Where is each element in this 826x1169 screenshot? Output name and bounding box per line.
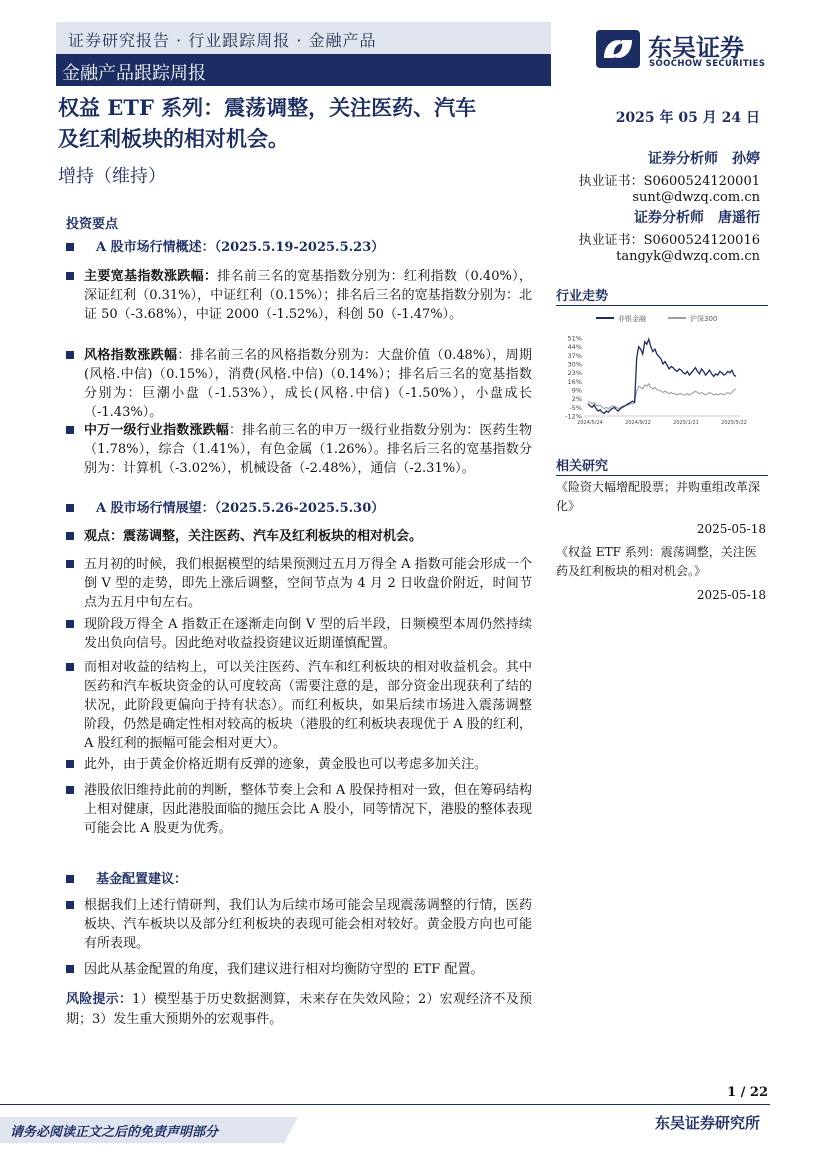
list-item: 港股依旧维持此前的判断，整体节奏上会和 A 股保持相对一致，但在筹码结构上相对健康，因此港股面临的抛压会比 A 股小，同等情况下，港股的整体表现可能会比 A 股更为优秀。 bbox=[66, 781, 532, 838]
y-tick-label: 44% bbox=[567, 343, 582, 352]
list-item: 现阶段万得全 A 指数正在逐渐走向倒 V 型的后半段，日频模型本周仍然持续发出负向信号。因此绝对收益投资建议近期谨慎配置。 bbox=[66, 615, 532, 653]
disclaimer-band-corner bbox=[284, 1117, 298, 1143]
analyst-2-cert: 执业证书：S0600524120016 bbox=[578, 233, 760, 248]
x-tick-label: 2024/5/24 bbox=[577, 420, 603, 426]
y-tick-label: 30% bbox=[567, 360, 582, 369]
y-tick-label: 51% bbox=[567, 334, 582, 343]
series-line-沪深300 bbox=[588, 384, 736, 409]
trend-divider bbox=[556, 305, 768, 306]
list-item: 因此从基金配置的角度，我们建议进行相对均衡防守型的 ETF 配置。 bbox=[66, 960, 532, 979]
logo-cn: 东吴证券 bbox=[648, 34, 744, 62]
report-series-band bbox=[56, 54, 551, 86]
disclaimer-band bbox=[0, 1117, 284, 1143]
list-item: A 股市场行情概述：（2025.5.19-2025.5.23） bbox=[66, 238, 532, 257]
list-item: 五月初的时候，我们根据模型的结果预测过五月万得全 A 指数可能会形成一个倒 V 型的走势，即先上涨后调整，空间节点为 4 月 2 日收盘价附近，时间节点为五月中旬左右。 bbox=[66, 555, 532, 612]
analyst-1-role: 证券分析师 孙婷 bbox=[648, 151, 760, 167]
footer-divider bbox=[0, 1104, 770, 1105]
page-number: 1 / 22 bbox=[727, 1085, 768, 1100]
report-title-line1: 权益 ETF 系列：震荡调整，关注医药、汽车 bbox=[58, 95, 477, 120]
analyst-1-cert: 执业证书：S0600524120001 bbox=[578, 174, 760, 189]
disclaimer-note: 请务必阅读正文之后的免责声明部分 bbox=[10, 1125, 219, 1140]
list-item: 观点：震荡调整，关注医药、汽车及红利板块的相对机会。 bbox=[66, 527, 532, 546]
soochow-logo-icon bbox=[596, 30, 640, 68]
y-tick-label: -12% bbox=[565, 412, 582, 421]
bullet-square-icon bbox=[66, 620, 74, 628]
x-tick-label: 2025/5/22 bbox=[721, 420, 747, 426]
bullet-square-icon bbox=[66, 901, 74, 909]
trend-title: 行业走势 bbox=[556, 289, 609, 304]
y-tick-label: 37% bbox=[567, 351, 582, 360]
legend-label-0: 非银金融 bbox=[618, 315, 646, 323]
related-item-1-title[interactable]: 《险资大幅增配股票；并购重组改革深化》 bbox=[556, 480, 761, 513]
y-tick-label: -5% bbox=[569, 403, 582, 412]
report-category: 证券研究报告 · 行业跟踪周报 · 金融产品 bbox=[68, 31, 377, 50]
related-item-2-date: 2025-05-18 bbox=[696, 588, 766, 602]
report-series: 金融产品跟踪周报 bbox=[62, 63, 206, 84]
related-title: 相关研究 bbox=[556, 459, 609, 474]
list-item: 此外，由于黄金价格近期有反弹的迹象，黄金股也可以考虑多加关注。 bbox=[66, 755, 532, 774]
analyst-2-role: 证券分析师 唐遥衎 bbox=[634, 210, 760, 226]
list-item: 中万一级行业指数涨跌幅：排名前三名的申万一级行业指数分别为：医药生物（1.78%），综合（1.41%），有色金属（1.26%）。排名后三名的宽基指数分别为：计算机（-3.02%），机械设备（-2.48%），通信（-2.31%）。 bbox=[66, 421, 532, 478]
y-tick-label: 16% bbox=[567, 377, 582, 386]
bullet-square-icon bbox=[66, 504, 74, 512]
bullet-square-icon bbox=[66, 351, 74, 359]
report-title-line2: 及红利板块的相对机会。 bbox=[58, 126, 289, 151]
legend-label-1: 沪深300 bbox=[690, 315, 718, 323]
bullet-square-icon bbox=[66, 760, 74, 768]
points-title: 投资要点 bbox=[66, 217, 119, 232]
report-category-band bbox=[56, 22, 551, 54]
related-divider bbox=[556, 475, 768, 476]
x-tick-label: 2025/1/21 bbox=[673, 420, 699, 426]
list-item: 基金配置建议： bbox=[66, 870, 532, 889]
report-title bbox=[58, 92, 548, 154]
list-item: A 股市场行情展望：（2025.5.26-2025.5.30） bbox=[66, 499, 532, 518]
risk-warning: 风险提示：1）模型基于历史数据测算，未来存在失效风险；2）宏观经济不及预期；3）发生重大预期外的宏观事件。 bbox=[66, 992, 532, 1027]
series-line-非银金融 bbox=[588, 339, 736, 413]
company-logo bbox=[596, 28, 776, 72]
logo-en: SOOCHOW SECURITIES bbox=[649, 59, 766, 69]
rating: 增持（维持） bbox=[58, 166, 166, 187]
report-date: 2025 年 05 月 24 日 bbox=[615, 110, 760, 126]
y-tick-label: 9% bbox=[571, 386, 582, 395]
related-item-1-date: 2025-05-18 bbox=[696, 522, 766, 536]
list-item: 根据我们上述行情研判，我们认为后续市场可能会呈现震荡调整的行情，医药板块、汽车板块以及部分红利板块的表现可能会相对较好。黄金股方向也可能有所表现。 bbox=[66, 896, 532, 953]
list-item: 而相对收益的结构上，可以关注医药、汽车和红利板块的相对收益机会。其中医药和汽车板块资金的认可度较高（需要注意的是，部分资金出现获利了结的状况，此阶段更偏向于持有状态）。而红利板块，如果后续市场进入震荡调整阶段，仍然是确定性相对较高的板块（港股的红利板块表现优于 A 股的红利，A 股红利的振幅可能会相对更大）。 bbox=[66, 658, 532, 753]
list-item: 风格指数涨跌幅：排名前三名的风格指数分别为：大盘价值（0.48%），周期(风格.中信)（0.15%），消费(风格.中信)（0.14%）；排名后三名的宽基指数分别为：巨潮小盘（-1.53%），成长(风格.中信)（-1.50%），小盘成长（-1.43%）。 bbox=[66, 346, 532, 422]
related-item-2-title[interactable]: 《权益 ETF 系列：震荡调整，关注医药及红利板块的相对机会。》 bbox=[556, 545, 757, 578]
bullet-square-icon bbox=[66, 243, 74, 251]
bullet-square-icon bbox=[66, 426, 74, 434]
bullet-square-icon bbox=[66, 663, 74, 671]
trend-chart bbox=[556, 308, 768, 428]
bullet-square-icon bbox=[66, 272, 74, 280]
y-tick-label: 2% bbox=[571, 395, 582, 404]
bullet-square-icon bbox=[66, 875, 74, 883]
bullet-square-icon bbox=[66, 560, 74, 568]
x-tick-label: 2024/9/22 bbox=[625, 420, 651, 426]
bullet-square-icon bbox=[66, 965, 74, 973]
list-item: 主要宽基指数涨跌幅：排名前三名的宽基指数分别为：红利指数（0.40%），深证红利（0.31%），中证红利（0.15%）；排名后三名的宽基指数分别为：北证 50（-3.68%），中证 2000（-1.52%），科创 50（-1.47%）。 bbox=[66, 267, 532, 324]
bullet-square-icon bbox=[66, 786, 74, 794]
bullet-square-icon bbox=[66, 532, 74, 540]
footer-organization: 东吴证券研究所 bbox=[654, 1114, 760, 1132]
analyst-1-email[interactable]: sunt@dwzq.com.cn bbox=[632, 190, 760, 205]
y-tick-label: 23% bbox=[567, 369, 582, 378]
analyst-2-email[interactable]: tangyk@dwzq.com.cn bbox=[616, 249, 760, 264]
